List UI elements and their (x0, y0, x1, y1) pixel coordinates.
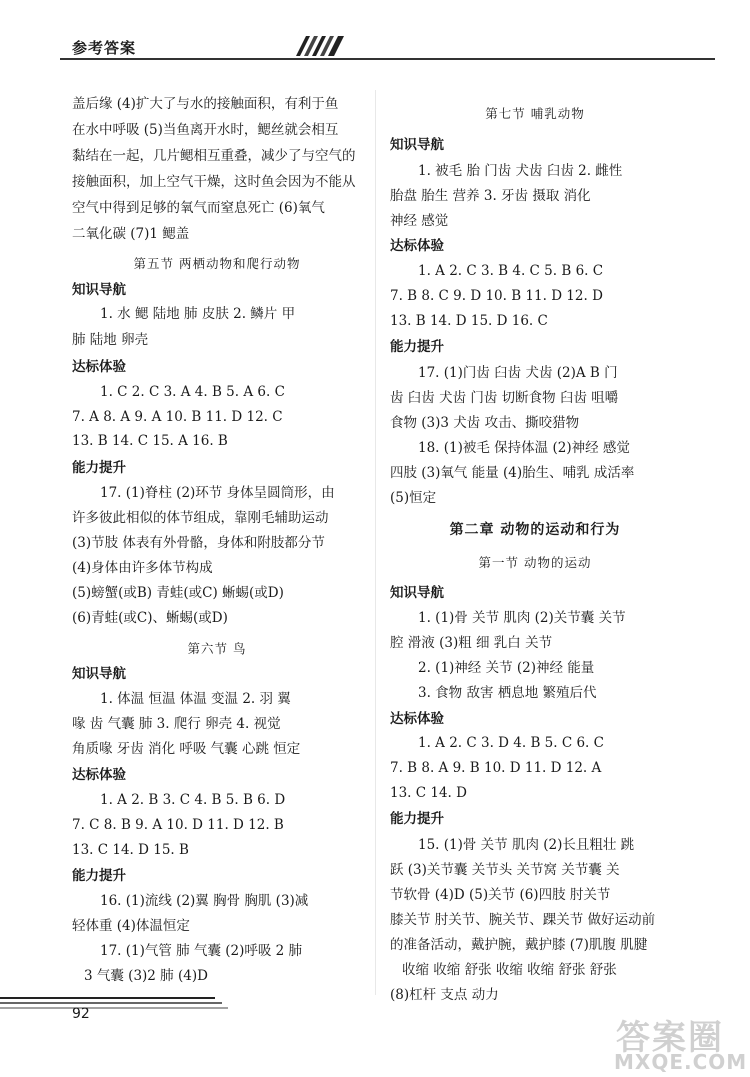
section-title: 第七节 哺乳动物 (485, 106, 585, 121)
text-line: (8)杠杆 支点 动力 (390, 987, 499, 1003)
text-line: 许多彼此相似的体节组成，靠刚毛辅助运动 (72, 510, 329, 526)
text-line: 17. (1)气管 肺 气囊 (2)呼吸 2 肺 (100, 943, 303, 959)
column-separator (375, 90, 376, 995)
text-line: (5)恒定 (390, 490, 437, 506)
text-line: 二氧化碳 (7)1 鳃盖 (72, 226, 190, 242)
section-heading: 知识导航 (390, 585, 444, 601)
section-heading: 能力提升 (390, 811, 444, 827)
text-line: 17. (1)门齿 臼齿 犬齿 (2)A B 门 (418, 365, 618, 381)
text-line: 空气中得到足够的氧气而窒息死亡 (6)氧气 (72, 200, 325, 216)
text-line: 轻体重 (4)体温恒定 (72, 918, 190, 934)
text-line: 13. B 14. D 15. D 16. C (390, 313, 548, 329)
text-line: 肺 陆地 卵壳 (72, 332, 149, 348)
text-line: 的准备活动，戴护腕，戴护膝 (7)肌腹 肌腱 (390, 937, 648, 953)
text-line: 2. (1)神经 关节 (2)神经 能量 (418, 660, 595, 676)
section-heading: 能力提升 (390, 339, 444, 355)
text-line: 7. C 8. B 9. A 10. D 11. D 12. B (72, 817, 284, 833)
chapter-title: 第二章 动物的运动和行为 (449, 522, 621, 538)
text-line: 收缩 收缩 舒张 收缩 收缩 舒张 舒张 (402, 962, 617, 978)
text-line: 17. (1)脊柱 (2)环节 身体呈圆筒形，由 (100, 485, 335, 501)
text-line: 盖后缘 (4)扩大了与水的接触面积，有利于鱼 (72, 96, 339, 112)
text-line: 3. 食物 敌害 栖息地 繁殖后代 (418, 685, 597, 701)
section-heading: 达标体验 (390, 711, 444, 727)
watermark-url-text: MXQE.COM (614, 1050, 748, 1074)
text-line: 节软骨 (4)D (5)关节 (6)四肢 肘关节 (390, 887, 611, 903)
text-line: (4)身体由许多体节构成 (72, 560, 213, 576)
section-title: 第一节 动物的运动 (478, 555, 592, 570)
text-line: 3 气囊 (3)2 肺 (4)D (84, 968, 208, 984)
text-line: 13. B 14. C 15. A 16. B (72, 433, 228, 449)
header-rule (60, 58, 715, 60)
text-line: 1. (1)骨 关节 肌肉 (2)关节囊 关节 (418, 610, 626, 626)
text-line: 13. C 14. D 15. B (72, 842, 189, 858)
text-line: 食物 (3)3 犬齿 攻击、撕咬猎物 (390, 415, 580, 431)
section-heading: 能力提升 (72, 460, 126, 476)
header-decoration-icon (296, 34, 346, 58)
section-heading: 知识导航 (72, 666, 126, 682)
section-heading: 能力提升 (72, 868, 126, 884)
text-line: 1. C 2. C 3. A 4. B 5. A 6. C (100, 384, 285, 400)
text-line: 13. C 14. D (390, 785, 467, 801)
text-line: 1. 水 鳃 陆地 肺 皮肤 2. 鳞片 甲 (100, 306, 296, 322)
section-title: 第六节 鸟 (187, 641, 247, 656)
text-line: 16. (1)流线 (2)翼 胸骨 胸肌 (3)减 (100, 893, 309, 909)
text-line: (3)节肢 体表有外骨骼，身体和附肢都分节 (72, 535, 325, 551)
section-heading: 达标体验 (390, 238, 444, 254)
text-line: 在水中呼吸 (5)当鱼离开水时，鳃丝就会相互 (72, 122, 339, 138)
text-line: 7. A 8. A 9. A 10. B 11. D 12. C (72, 409, 283, 425)
text-line: 齿 臼齿 犬齿 门齿 切断食物 臼齿 咀嚼 (390, 390, 619, 406)
text-line: 1. A 2. C 3. D 4. B 5. C 6. C (418, 735, 604, 751)
text-line: 15. (1)骨 关节 肌肉 (2)长且粗壮 跳 (418, 837, 635, 853)
text-line: 膝关节 肘关节、腕关节、踝关节 做好运动前 (390, 912, 656, 928)
watermark (610, 1010, 748, 1074)
text-line: 1. 被毛 胎 门齿 犬齿 臼齿 2. 雌性 (418, 163, 623, 179)
text-line: 7. B 8. A 9. B 10. D 11. D 12. A (390, 760, 602, 776)
text-line: 1. A 2. C 3. B 4. C 5. B 6. C (418, 263, 604, 279)
text-line: (6)青蛙(或C)、蜥蜴(或D) (72, 610, 228, 626)
text-line: 1. A 2. B 3. C 4. B 5. B 6. D (100, 792, 286, 808)
text-line: 喙 齿 气囊 肺 3. 爬行 卵壳 4. 视觉 (72, 716, 281, 732)
section-title: 第五节 两栖动物和爬行动物 (133, 256, 301, 271)
text-line: 接触面积，加上空气干燥，这时鱼会因为不能从 (72, 174, 356, 190)
text-line: 1. 体温 恒温 体温 变温 2. 羽 翼 (100, 691, 291, 707)
section-heading: 知识导航 (72, 282, 126, 298)
text-line: 四肢 (3)氧气 能量 (4)胎生、哺乳 成活率 (390, 465, 635, 481)
section-heading: 知识导航 (390, 137, 444, 153)
watermark-logo-text: 答案圈 (616, 1018, 724, 1058)
page-number: 92 (72, 1006, 90, 1022)
section-heading: 达标体验 (72, 359, 126, 375)
text-line: 角质喙 牙齿 消化 呼吸 气囊 心跳 恒定 (72, 741, 301, 757)
text-line: 神经 感觉 (390, 213, 449, 229)
text-line: 黏结在一起，几片鳃相互重叠，减少了与空气的 (72, 148, 356, 164)
text-line: (5)螃蟹(或B) 青蛙(或C) 蜥蜴(或D) (72, 585, 284, 601)
text-line: 18. (1)被毛 保持体温 (2)神经 感觉 (418, 440, 630, 456)
section-heading: 达标体验 (72, 767, 126, 783)
text-line: 腔 滑液 (3)粗 细 乳白 关节 (390, 635, 553, 651)
footer-decoration-icon (0, 992, 230, 1022)
text-line: 胎盘 胎生 营养 3. 牙齿 摄取 消化 (390, 188, 591, 204)
text-line: 7. B 8. C 9. D 10. B 11. D 12. D (390, 288, 603, 304)
text-line: 跃 (3)关节囊 关节头 关节窝 关节囊 关 (390, 862, 620, 878)
header-title: 参考答案 (72, 39, 137, 57)
